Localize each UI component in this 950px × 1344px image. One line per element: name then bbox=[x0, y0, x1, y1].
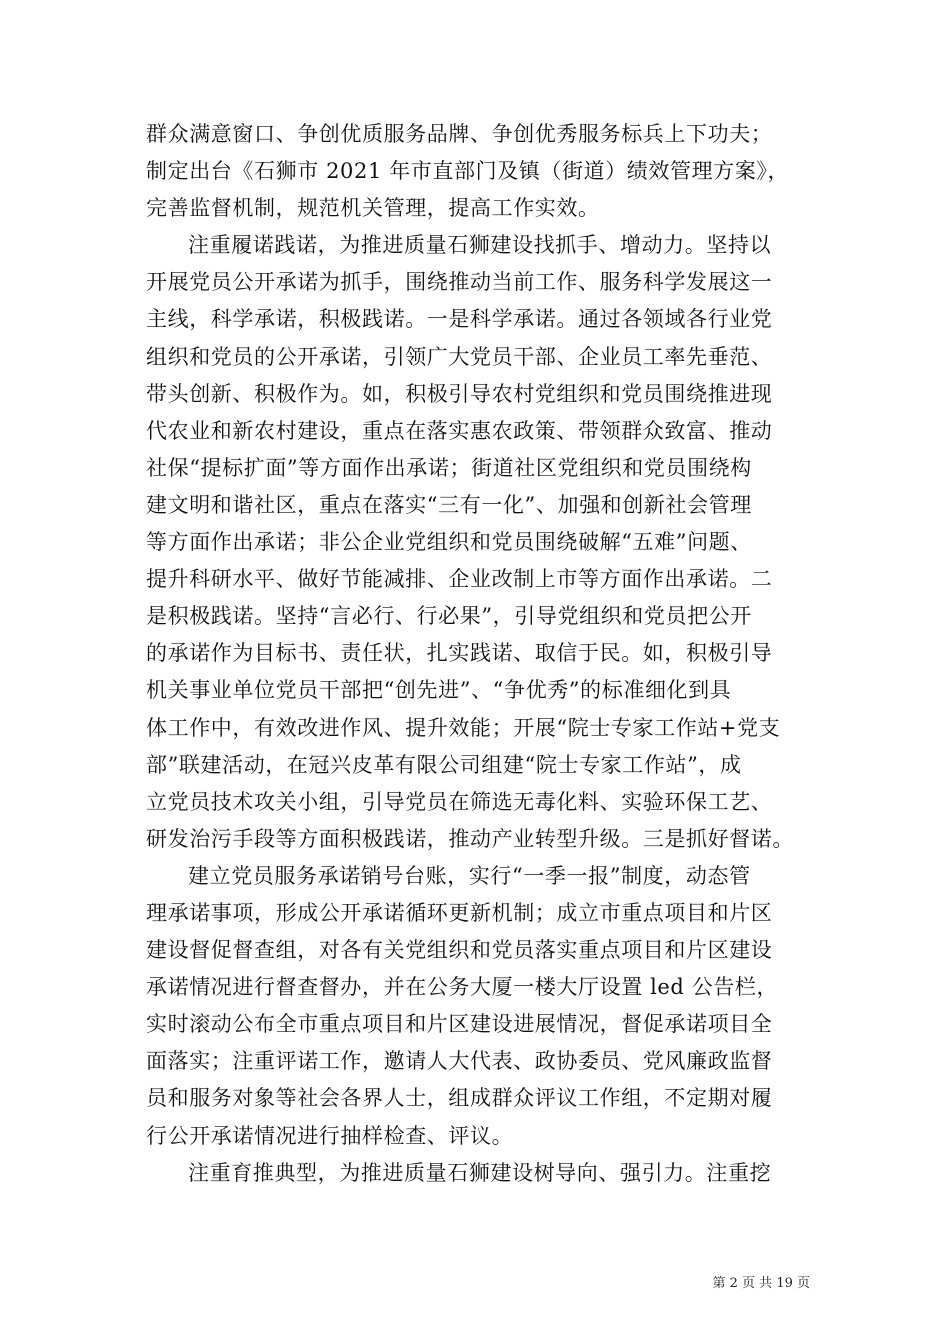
text-line: 立党员技术攻关小组，引导党员在筛选无毒化料、实验环保工艺、 bbox=[146, 789, 773, 814]
text-line: 实时滚动公布全市重点项目和片区建设进展情况，督促承诺项目全 bbox=[146, 1012, 773, 1037]
text-line: 的承诺作为目标书、责任状，扎实践诺、取信于民。如，积极引导 bbox=[146, 641, 773, 666]
text-line: 机关事业单位党员干部把“创先进”、“争优秀”的标准细化到具 bbox=[146, 678, 732, 703]
text-line: 带头创新、积极作为。如，积极引导农村党组织和党员围绕推进现 bbox=[146, 381, 773, 406]
text-line: 社保“提标扩面”等方面作出承诺；街道社区党组织和党员围绕构 bbox=[146, 455, 752, 480]
paragraph-start-line: 建立党员服务承诺销号台账，实行“一季一报”制度，动态管 bbox=[188, 863, 751, 888]
text-line: 理承诺事项，形成公开承诺循环更新机制；成立市重点项目和片区 bbox=[146, 900, 773, 925]
paragraph-start-line: 注重履诺践诺，为推进质量石狮建设找抓手、增动力。坚持以 bbox=[188, 233, 772, 258]
text-line: 组织和党员的公开承诺，引领广大党员干部、企业员工率先垂范、 bbox=[146, 344, 773, 369]
text-line: 制定出台《石狮市 2021 年市直部门及镇（街道）绩效管理方案》， bbox=[146, 159, 790, 184]
text-line: 承诺情况进行督查督办，并在公务大厦一楼大厅设置 led 公告栏， bbox=[146, 975, 779, 1000]
text-line: 主线，科学承诺，积极践诺。一是科学承诺。通过各领域各行业党 bbox=[146, 307, 773, 332]
text-line: 研发治污手段等方面积极践诺，推动产业转型升级。三是抓好督诺。 bbox=[146, 826, 794, 851]
text-line: 建文明和谐社区，重点在落实“三有一化”、加强和创新社会管理 bbox=[146, 492, 752, 517]
body-text bbox=[146, 116, 806, 1192]
text-line: 行公开承诺情况进行抽样检查、评议。 bbox=[146, 1123, 514, 1148]
paragraph-start-line: 注重育推典型，为推进质量石狮建设树导向、强引力。注重挖 bbox=[188, 1160, 772, 1185]
text-line: 是积极践诺。坚持“言必行、行必果”，引导党组织和党员把公开 bbox=[146, 604, 752, 629]
text-line: 等方面作出承诺；非公企业党组织和党员围绕破解“五难”问题、 bbox=[146, 530, 752, 555]
text-line: 提升科研水平、做好节能减排、企业改制上市等方面作出承诺。二 bbox=[146, 567, 773, 592]
text-line: 体工作中，有效改进作风、提升效能；开展“院士专家工作站+党支 bbox=[146, 715, 781, 740]
text-line: 完善监督机制，规范机关管理，提高工作实效。 bbox=[146, 196, 600, 221]
text-line: 建设督促督查组，对各有关党组织和党员落实重点项目和片区建设 bbox=[146, 938, 773, 963]
text-line: 员和服务对象等社会各界人士，组成群众评议工作组，不定期对履 bbox=[146, 1086, 773, 1111]
page-number-footer: 第 2 页 共 19 页 bbox=[712, 1276, 810, 1291]
text-line: 群众满意窗口、争创优质服务品牌、争创优秀服务标兵上下功夫； bbox=[146, 122, 773, 146]
text-line: 部”联建活动，在冠兴皮革有限公司组建“院士专家工作站”，成 bbox=[146, 752, 742, 777]
text-line: 面落实；注重评诺工作，邀请人大代表、政协委员、党风廉政监督 bbox=[146, 1049, 773, 1074]
text-line: 开展党员公开承诺为抓手，围绕推动当前工作、服务科学发展这一 bbox=[146, 270, 773, 295]
text-line: 代农业和新农村建设，重点在落实惠农政策、带领群众致富、推动 bbox=[146, 418, 773, 443]
